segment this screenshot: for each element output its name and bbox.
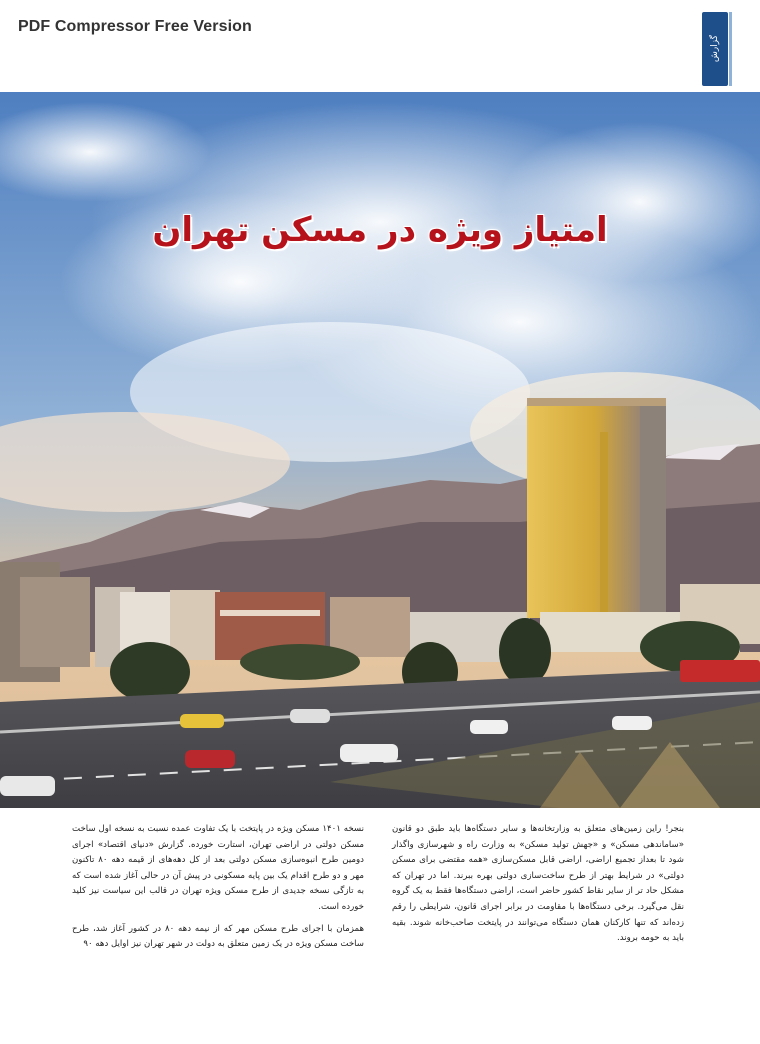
article-body	[72, 822, 684, 982]
paragraph: نسخه ۱۴۰۱ مسکن ویژه در پایتخت با یک تفاوت عمده نسبت به نسخه اول ساخت مسکن دولتی در اراضی تهران، استارت خورده. گزارش «دنیای اقتصاد» اجرای دومین طرح انبوه‌سازی مسکن دولتی بعد از کل دهه‌های از قیمه دهه ۸۰ تاکنون مهر و دو طرح اقدام یک بین پایه مسکونی در پیش آن در حالی آغاز شده است که به تازگی نسخه جدیدی از طرح مسکن ویژه تهران در قالب این سیاست نیز کلید خورده است.	[72, 824, 364, 912]
watermark-text: PDF Compressor Free Version	[18, 18, 252, 35]
paragraph: همزمان با اجرای طرح مسکن مهر که از نیمه دهه ۸۰ در کشور آغاز شد، طرح ساخت مسکن ویژه در یک زمین متعلق به دولت در شهر تهران نیز اوایل دهه ۹۰	[72, 923, 364, 950]
section-tab	[702, 12, 728, 86]
headline: امتیاز ویژه در مسکن تهران	[152, 210, 608, 250]
article-column-left	[72, 822, 364, 982]
tehran-skyline-image	[0, 92, 760, 808]
article-column-right	[392, 822, 684, 982]
section-tab-label: گزارش	[710, 35, 720, 63]
hero-photo	[0, 92, 760, 808]
paragraph: بنجر! راین زمین‌های متعلق به وزارتخانه‌ها و سایر دستگاه‌ها باید طبق دو قانون «ساماندهی مسکن» و «جهش تولید مسکن» به وزارت راه و شهرسازی واگذار شود تا بعداز تجمیع اراضی، اراضی قابل مسکن‌سازی «همه مقتضی برای مسکن دولتی» در شرایط بهتر از طرح ساخت‌سازی دولتی بهره ببرند. اما در تهران که مشکل حاد تر از سایر نقاط کشور حاضر است، اراضی دستگاه‌ها فقط به یک گروه نقل می‌گیرد. برخی دستگاه‌ها با مقاومت در برابر اجرای قانون، شرایطی را رقم زده‌اند که تنها کارکنان همان دستگاه می‌توانند در پایتخت صاحب‌خانه شوند. بقیه باید به حومه بروند.	[392, 824, 684, 944]
